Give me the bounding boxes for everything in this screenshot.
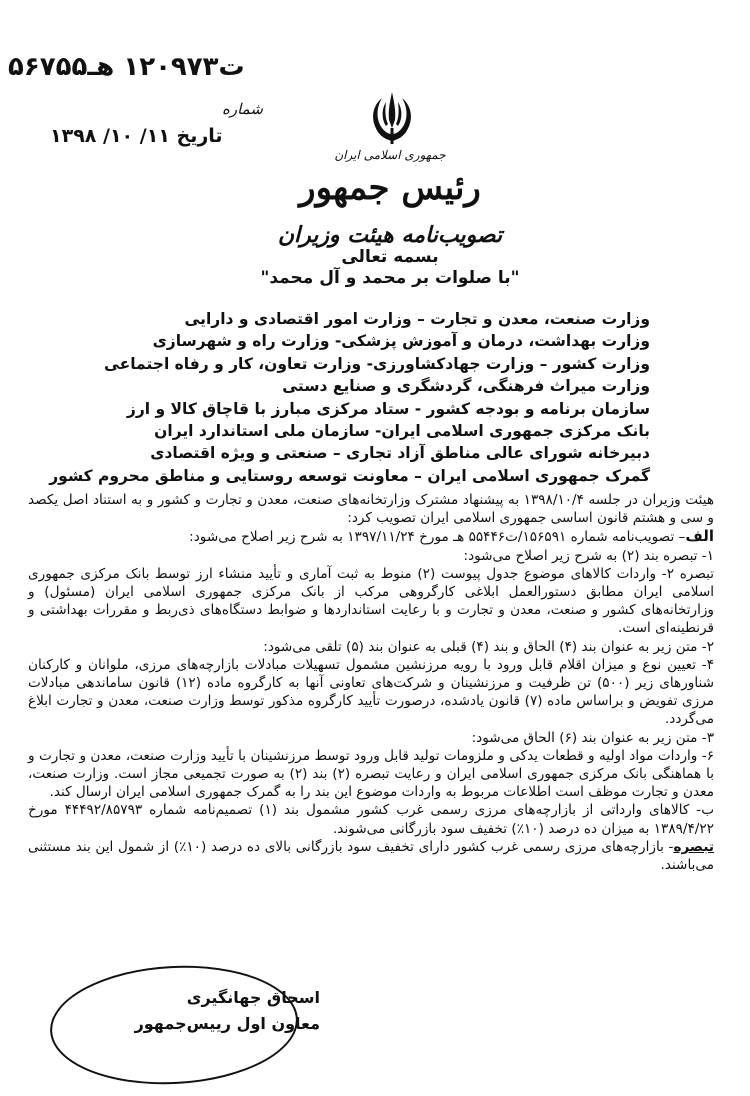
approval-heading: تصویب‌نامه هیئت وزیران — [277, 222, 503, 248]
decree-body — [28, 491, 714, 874]
item-1: ۱- تبصره بند (۲) به شرح زیر اصلاح می‌شود: — [463, 547, 714, 564]
emblem-icon — [364, 88, 420, 148]
item-3: ۳- متن زیر به عنوان بند (۶) الحاق می‌شود: — [471, 729, 714, 746]
clause-alef-label: الف — [685, 527, 714, 546]
recipient-item: وزارت بهداشت، درمان و آموزش پزشکی- وزارت راه و شهرسازی — [152, 332, 650, 351]
tabsare-final-text: - بازارچه‌های مرزی رسمی غرب کشور دارای تخفیف سود بازرگانی بالای ده درصد (۱۰٪) از شمول این بند مستثنی می‌باشند. — [28, 838, 714, 874]
recipients-list — [49, 308, 650, 487]
letter-date: تاریخ ۱۱/ ۱۰/ ۱۳۹۸ — [50, 125, 223, 147]
tabsare-2: تبصره ۲- واردات کالاهای موضوع جدول پیوست (۲) منوط به ثبت آماری و تأیید منشاء ارز توسط بانک مرکزی جمهوری اسلامی ایران مطابق دستورالعمل ابلاغی کارگروهی مرکب از بانک مرکزی جمهوری اسلامی ایران (مسئول) و وزارتخانه‌های کشور و صنعت، معدن و تجارت و با رعایت استانداردها و ضوابط دستگاه‌های ذی‌ربط و مقررات بهداشتی و قرنطینه‌ای است. — [28, 565, 714, 637]
recipient-item: دبیرخانه شورای عالی مناطق آزاد تجاری – صنعتی و ویژه اقتصادی — [150, 444, 650, 463]
letter-number: ۵۶۷۵۵ت۱۲۰۹۷۳ هـ — [8, 52, 245, 82]
intro-paragraph: هیئت وزیران در جلسه ۱۳۹۸/۱۰/۴ به پیشنهاد مشترک وزارتخانه‌های صنعت، معدن و تجارت و کشور و به استناد اصل یکصد و سی و هشتم قانون اساسی جمهوری اسلامی ایران تصویب کرد: — [28, 492, 714, 527]
recipient-item: وزارت کشور – وزارت جهادکشاورزی- وزارت تعاون، کار و رفاه اجتماعی — [103, 354, 650, 373]
item-6: ۶- واردات مواد اولیه و قطعات یدکی و ملزومات تولید قابل ورود توسط مرزنشینان با تأیید وزارت صنعت، معدن و تجارت و با هماهنگی بانک مرکزی جمهوری اسلامی ایران و رعایت تبصره (۲) بند (۲) به صورت تجمیعی مجاز است. وزارت صنعت، معدن و تجارت موظف است اطلاعات مربوط به واردات موضوع این بند را به گمرک جمهوری اسلامی ایران ارسال کند. — [28, 747, 714, 801]
recipient-item: سازمان برنامه و بودجه کشور - ستاد مرکزی مبارز با قاچاق کالا و ارز — [126, 399, 650, 418]
recipient-item: گمرک جمهوری اسلامی ایران – معاونت توسعه روستایی و مناطق محروم کشور — [49, 466, 650, 485]
salawat: "با صلوات بر محمد و آل محمد" — [260, 268, 520, 288]
president-title: رئیس جمهور — [299, 168, 481, 208]
signatory-name: اسحاق جهانگیری — [186, 988, 320, 1007]
signatory-title: معاون اول رییس‌جمهور — [134, 1014, 320, 1033]
tabsare-final-label: تبصره — [673, 838, 714, 855]
basmala: بسمه تعالی — [341, 247, 439, 267]
clause-alef-text: – تصویب‌نامه شماره ۱۵۶۵۹۱/ت۵۵۴۴۶ هـ مورخ ۱۳۹۷/۱۱/۲۴ به شرح زیر اصلاح می‌شود: — [189, 529, 686, 546]
number-label: شماره — [222, 100, 263, 118]
recipient-item: وزارت صنعت، معدن و تجارت – وزارت امور اقتصادی و دارایی — [184, 310, 650, 328]
item-4: ۴- تعیین نوع و میزان اقلام قابل ورود با رویه مرزنشین مشمول تسهیلات مبادلات بازارچه‌های مرزی، ملوانان و کارکنان شناورهای زیر (۵۰۰) تن ظرفیت و مرزنشینان و شرکت‌های تعاونی آنها به کارگروه ماده (۱۲) قانون ساماندهی مبادلات مرزی تفویض و براساس ماده (۷) قانون یادشده، درصورت تأیید کارگروه مذکور توسط وزارت صنعت، معدن و تجارت ابلاغ می‌گردد. — [28, 656, 714, 728]
clause-alef — [28, 527, 714, 546]
tabsare-final — [28, 838, 714, 874]
recipient-item: وزارت میراث فرهنگی، گردشگری و صنایع دستی — [282, 377, 650, 396]
item-2: ۲- متن زیر به عنوان بند (۴) الحاق و بند (۴) قبلی به عنوان بند (۵) تلقی می‌شود: — [263, 638, 714, 655]
recipient-item: بانک مرکزی جمهوری اسلامی ایران- سازمان ملی استاندارد ایران — [154, 421, 650, 440]
country-name: جمهوری اسلامی ایران — [334, 148, 446, 162]
clause-be: ب- کالاهای وارداتی از بازارچه‌های مرزی رسمی غرب کشور مشمول بند (۱) تصمیم‌نامه شماره ۴۴۴۹۲/۸۵۷۹۳ مورخ ۱۳۸۹/۴/۲۲ به میزان ده درصد (۱۰٪) تخفیف سود بازرگانی می‌شوند. — [28, 802, 715, 837]
